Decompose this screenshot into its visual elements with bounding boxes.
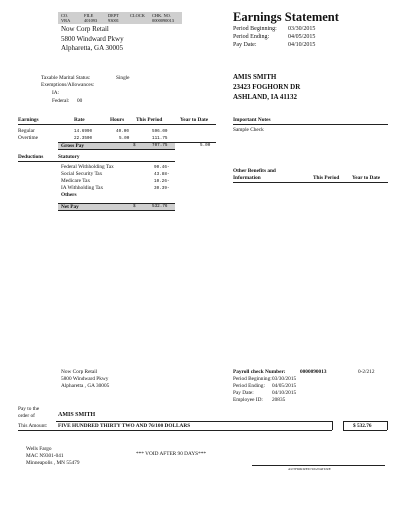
marital-status-value: Single <box>116 75 130 81</box>
deduction-row-ia-label: IA Withholding Tax <box>61 185 104 191</box>
signature-line <box>252 465 385 466</box>
period-end-label: Period Ending: <box>233 34 270 40</box>
bank-mac: MAC N9301-041 <box>26 453 64 459</box>
deduction-row-ss-suffix: - <box>167 172 170 177</box>
earnings-header-hours: Hours <box>110 117 125 123</box>
amount-box-bottom <box>343 430 387 431</box>
others-label: Others <box>61 192 77 198</box>
pay-to-label-2: order of <box>18 413 35 419</box>
payee-name: AMIS SMITH <box>58 412 96 418</box>
amount-line-bottom <box>18 430 332 431</box>
signature-label: AUTHORIZED SIGNATURE <box>288 467 331 471</box>
deduction-row-federal-amount: 90.46 <box>154 165 167 170</box>
gross-pay-ytd: 5.00 <box>200 143 211 148</box>
gross-pay-currency: $ <box>133 143 136 148</box>
pay-date-label: Pay Date: <box>233 42 257 48</box>
amount-box-top <box>343 421 387 422</box>
check-period-end-label: Period Ending: <box>233 383 265 389</box>
earnings-row-overtime-label: Overtime <box>18 135 39 141</box>
amount-label: This Amount: <box>18 423 48 429</box>
earnings-header-rate: Rate <box>74 117 85 123</box>
important-notes-text: Sample Check <box>233 127 264 133</box>
exemptions-label: Exemptions/Allowances: <box>41 82 95 88</box>
company-name: Now Corp Retail <box>61 25 109 33</box>
important-notes-title: Important Notes <box>233 117 271 123</box>
deduction-row-medicare-label: Medicare Tax <box>61 178 91 184</box>
amount-words: FIVE HUNDRED THIRTY TWO AND 76/100 DOLLARS <box>58 423 191 429</box>
net-pay-label: Net Pay <box>61 203 79 210</box>
company-city: Alpharetta, GA 30005 <box>61 44 124 52</box>
net-pay-amount: 532.76 <box>152 204 168 209</box>
header-val-chkno: 0000090013 <box>152 18 174 23</box>
gross-pay-bottom-rule <box>58 149 175 150</box>
header-col-dept: DEPT <box>108 12 119 18</box>
amount-box-value: $ 532.76 <box>353 423 372 429</box>
ia-exemption-label: IA: <box>52 90 60 96</box>
amount-line-top <box>56 421 332 422</box>
earnings-row-overtime-period: 111.75 <box>152 135 168 141</box>
pay-date-value: 04/10/2015 <box>288 42 316 48</box>
deduction-row-federal-suffix: - <box>167 165 170 170</box>
other-benefits-ytd: Year to Date <box>352 175 381 181</box>
header-val-co: VRA <box>61 18 71 23</box>
deduction-row-ia-suffix: - <box>167 186 170 191</box>
header-col-clock: CLOCK <box>130 12 145 18</box>
statutory-label: Statutory <box>58 154 80 160</box>
header-col-file: FILE <box>84 12 94 18</box>
pay-to-label-1: Pay to the <box>18 406 40 412</box>
earnings-row-regular-label: Regular <box>18 128 35 134</box>
check-company-name: Now Corp Retail <box>61 369 98 375</box>
amount-line-end <box>332 421 333 430</box>
check-pay-date-label: Pay Date: <box>233 390 254 396</box>
check-employee-id-value: 20835 <box>272 397 286 403</box>
period-end-value: 04/05/2015 <box>288 34 316 40</box>
header-val-dept: 93001 <box>108 18 119 23</box>
check-company-city: Alpharetta , GA 30005 <box>61 383 110 389</box>
employee-name: AMIS SMITH <box>233 73 277 81</box>
bank-name: Wells Fargo <box>26 446 52 452</box>
deduction-row-ia-amount: 30.39 <box>154 186 167 191</box>
check-employee-id-label: Employee ID: <box>233 397 263 403</box>
deduction-row-ss-amount: 43.88 <box>154 172 167 177</box>
gross-pay-label: Gross Pay <box>61 142 85 149</box>
bank-city: Minneapolis , MN 55479 <box>26 460 80 466</box>
earnings-row-regular-rate: 14.6990 <box>74 128 93 134</box>
header-val-file: 401093 <box>84 18 98 23</box>
net-pay-bottom-rule <box>58 210 175 211</box>
earnings-row-overtime-rate: 22.3500 <box>74 135 93 141</box>
check-routing: 0-2/212 <box>358 369 375 375</box>
deduction-row-medicare-amount: 10.26 <box>154 179 167 184</box>
deduction-row-medicare-suffix: - <box>167 179 170 184</box>
period-begin-label: Period Beginning: <box>233 26 277 32</box>
earnings-row-overtime-hours: 5.00 <box>119 135 130 141</box>
check-pay-date-value: 04/10/2015 <box>272 390 297 396</box>
amount-box-left <box>343 421 344 430</box>
check-period-begin-value: 03/30/2015 <box>272 376 297 382</box>
check-number-label: Payroll check Number: <box>233 369 286 375</box>
other-benefits-label-1: Other Benefits and <box>233 168 276 174</box>
employee-address: 23423 FOGHORN DR <box>233 83 301 91</box>
earnings-header-period: This Period <box>136 117 163 123</box>
deduction-row-ss-label: Social Security Tax <box>61 171 103 177</box>
deductions-header-rule <box>18 161 175 162</box>
other-benefits-label-2: Information <box>233 175 261 181</box>
header-col-chkno: CHK. NO. <box>152 12 171 18</box>
amount-box-right <box>387 421 388 430</box>
statement-title: Earnings Statement <box>233 10 339 24</box>
earnings-section-label: Earnings <box>18 117 39 123</box>
void-notice: *** VOID AFTER 90 DAYS*** <box>136 451 207 457</box>
earnings-row-regular-hours: 40.00 <box>116 128 129 134</box>
federal-exemption-value: 00 <box>77 98 83 104</box>
deductions-section-label: Deductions <box>18 154 44 160</box>
header-col-co: CO. <box>61 12 69 18</box>
check-period-begin-label: Period Beginning: <box>233 376 272 382</box>
company-address: 5800 Windward Pkwy <box>61 34 124 43</box>
important-notes-rule <box>233 124 388 125</box>
federal-exemption-label: Federal: <box>52 98 70 104</box>
check-number-value: 0000090013 <box>300 369 327 375</box>
earnings-header-rule <box>18 124 216 125</box>
other-benefits-period: This Period <box>313 175 340 181</box>
other-benefits-rule <box>233 182 388 183</box>
earnings-header-ytd: Year to Date <box>180 117 209 123</box>
deduction-row-federal-label: Federal Withholding Tax <box>61 164 114 170</box>
period-begin-value: 03/30/2015 <box>288 26 316 32</box>
check-period-end-value: 04/05/2015 <box>272 383 297 389</box>
net-pay-currency: $ <box>133 204 136 209</box>
employee-city: ASHLAND, IA 41132 <box>233 93 297 101</box>
gross-pay-period: 707.75 <box>152 143 168 148</box>
check-company-address: 5800 Windward Pkwy <box>61 376 109 382</box>
marital-status-label: Taxable Marital Status: <box>41 75 91 81</box>
earnings-row-regular-period: 596.00 <box>152 128 168 134</box>
